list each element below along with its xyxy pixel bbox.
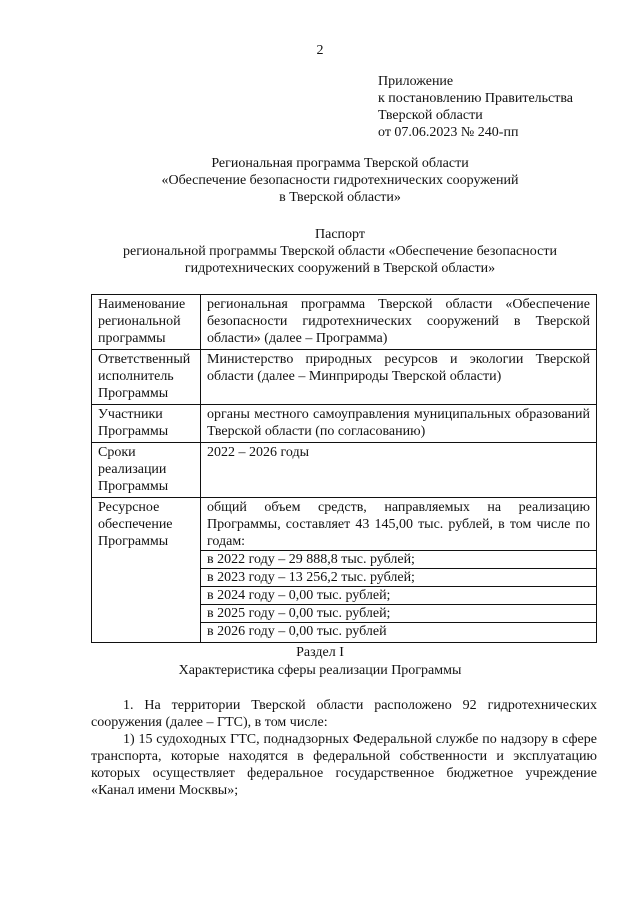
label-line: Программы (98, 386, 169, 401)
table-value-cell: 2022 – 2026 годы (201, 443, 597, 498)
label-line: Ответственный (98, 352, 191, 367)
table-value-cell: региональная программа Тверской области «Обеспечение безопасности гидротехнических сооружений в Тверской области» (далее – Программа) (201, 295, 597, 350)
program-title (60, 155, 620, 206)
program-title-line: «Обеспечение безопасности гидротехнических сооружений (161, 173, 519, 188)
paragraph: 1. На территории Тверской области расположено 92 гидротехнических сооружения (далее – ГТС), в том числе: (91, 698, 597, 730)
section-title: Характеристика сферы реализации Программы (178, 663, 462, 678)
appendix-line: к постановлению Правительства (378, 91, 574, 106)
label-line: программы (98, 331, 166, 346)
label-line: обеспечение (98, 517, 173, 532)
appendix-block (378, 73, 618, 141)
appendix-line: от 07.06.2023 № 240-пп (378, 125, 519, 140)
table-row (92, 498, 597, 643)
table-row (92, 443, 597, 498)
label-line: Программы (98, 534, 169, 549)
page-number: 2 (316, 43, 324, 58)
appendix-line: Тверской области (378, 108, 483, 123)
passport-title (60, 226, 620, 277)
label-line: исполнитель (98, 369, 174, 384)
funding-year-line: в 2025 году – 0,00 тыс. рублей; (201, 604, 596, 622)
label-line: Программы (98, 479, 169, 494)
program-title-line: Региональная программа Тверской области (211, 156, 469, 171)
table-row (92, 295, 597, 350)
funding-year-line: в 2023 году – 13 256,2 тыс. рублей; (201, 568, 596, 586)
passport-title-line: региональной программы Тверской области «Обеспечение безопасности (123, 244, 557, 259)
table-label-cell (92, 295, 201, 350)
label-line: реализации (98, 462, 167, 477)
table-value-cell (201, 498, 597, 643)
funding-year-line: в 2026 году – 0,00 тыс. рублей (201, 622, 596, 640)
table-label-cell (92, 350, 201, 405)
passport-table (91, 294, 597, 643)
funding-intro: общий объем средств, направляемых на реализацию Программы, составляет 43 145,00 тыс. рублей, в том числе по годам: (207, 500, 590, 549)
funding-year-line: в 2022 году – 29 888,8 тыс. рублей; (201, 550, 596, 568)
table-label-cell (92, 405, 201, 443)
label-line: Наименование (98, 297, 186, 312)
table-value-cell: Министерство природных ресурсов и экологии Тверской области (далее – Минприроды Тверской области) (201, 350, 597, 405)
appendix-line: Приложение (378, 74, 454, 89)
section-number: Раздел I (296, 645, 344, 660)
label-line: Участники (98, 407, 163, 422)
passport-title-line: гидротехнических сооружений в Тверской области» (184, 261, 496, 276)
program-title-line: в Тверской области» (279, 190, 401, 205)
table-row (92, 405, 597, 443)
table-row (92, 350, 597, 405)
table-value-cell: органы местного самоуправления муниципальных образований Тверской области (по согласованию) (201, 405, 597, 443)
table-label-cell (92, 498, 201, 643)
paragraph: 1) 15 судоходных ГТС, поднадзорных Федеральной службе по надзору в сфере транспорта, которые находятся в федеральной собственности и эксплуатацию которых осуществляет федеральное государственное бюджетное учреждение «Канал имени Москвы»; (91, 732, 597, 798)
label-line: Ресурсное (98, 500, 160, 515)
label-line: региональной (98, 314, 181, 329)
label-line: Сроки (98, 445, 136, 460)
table-label-cell (92, 443, 201, 498)
funding-year-line: в 2024 году – 0,00 тыс. рублей; (201, 586, 596, 604)
passport-title-line: Паспорт (315, 227, 365, 242)
label-line: Программы (98, 424, 169, 439)
